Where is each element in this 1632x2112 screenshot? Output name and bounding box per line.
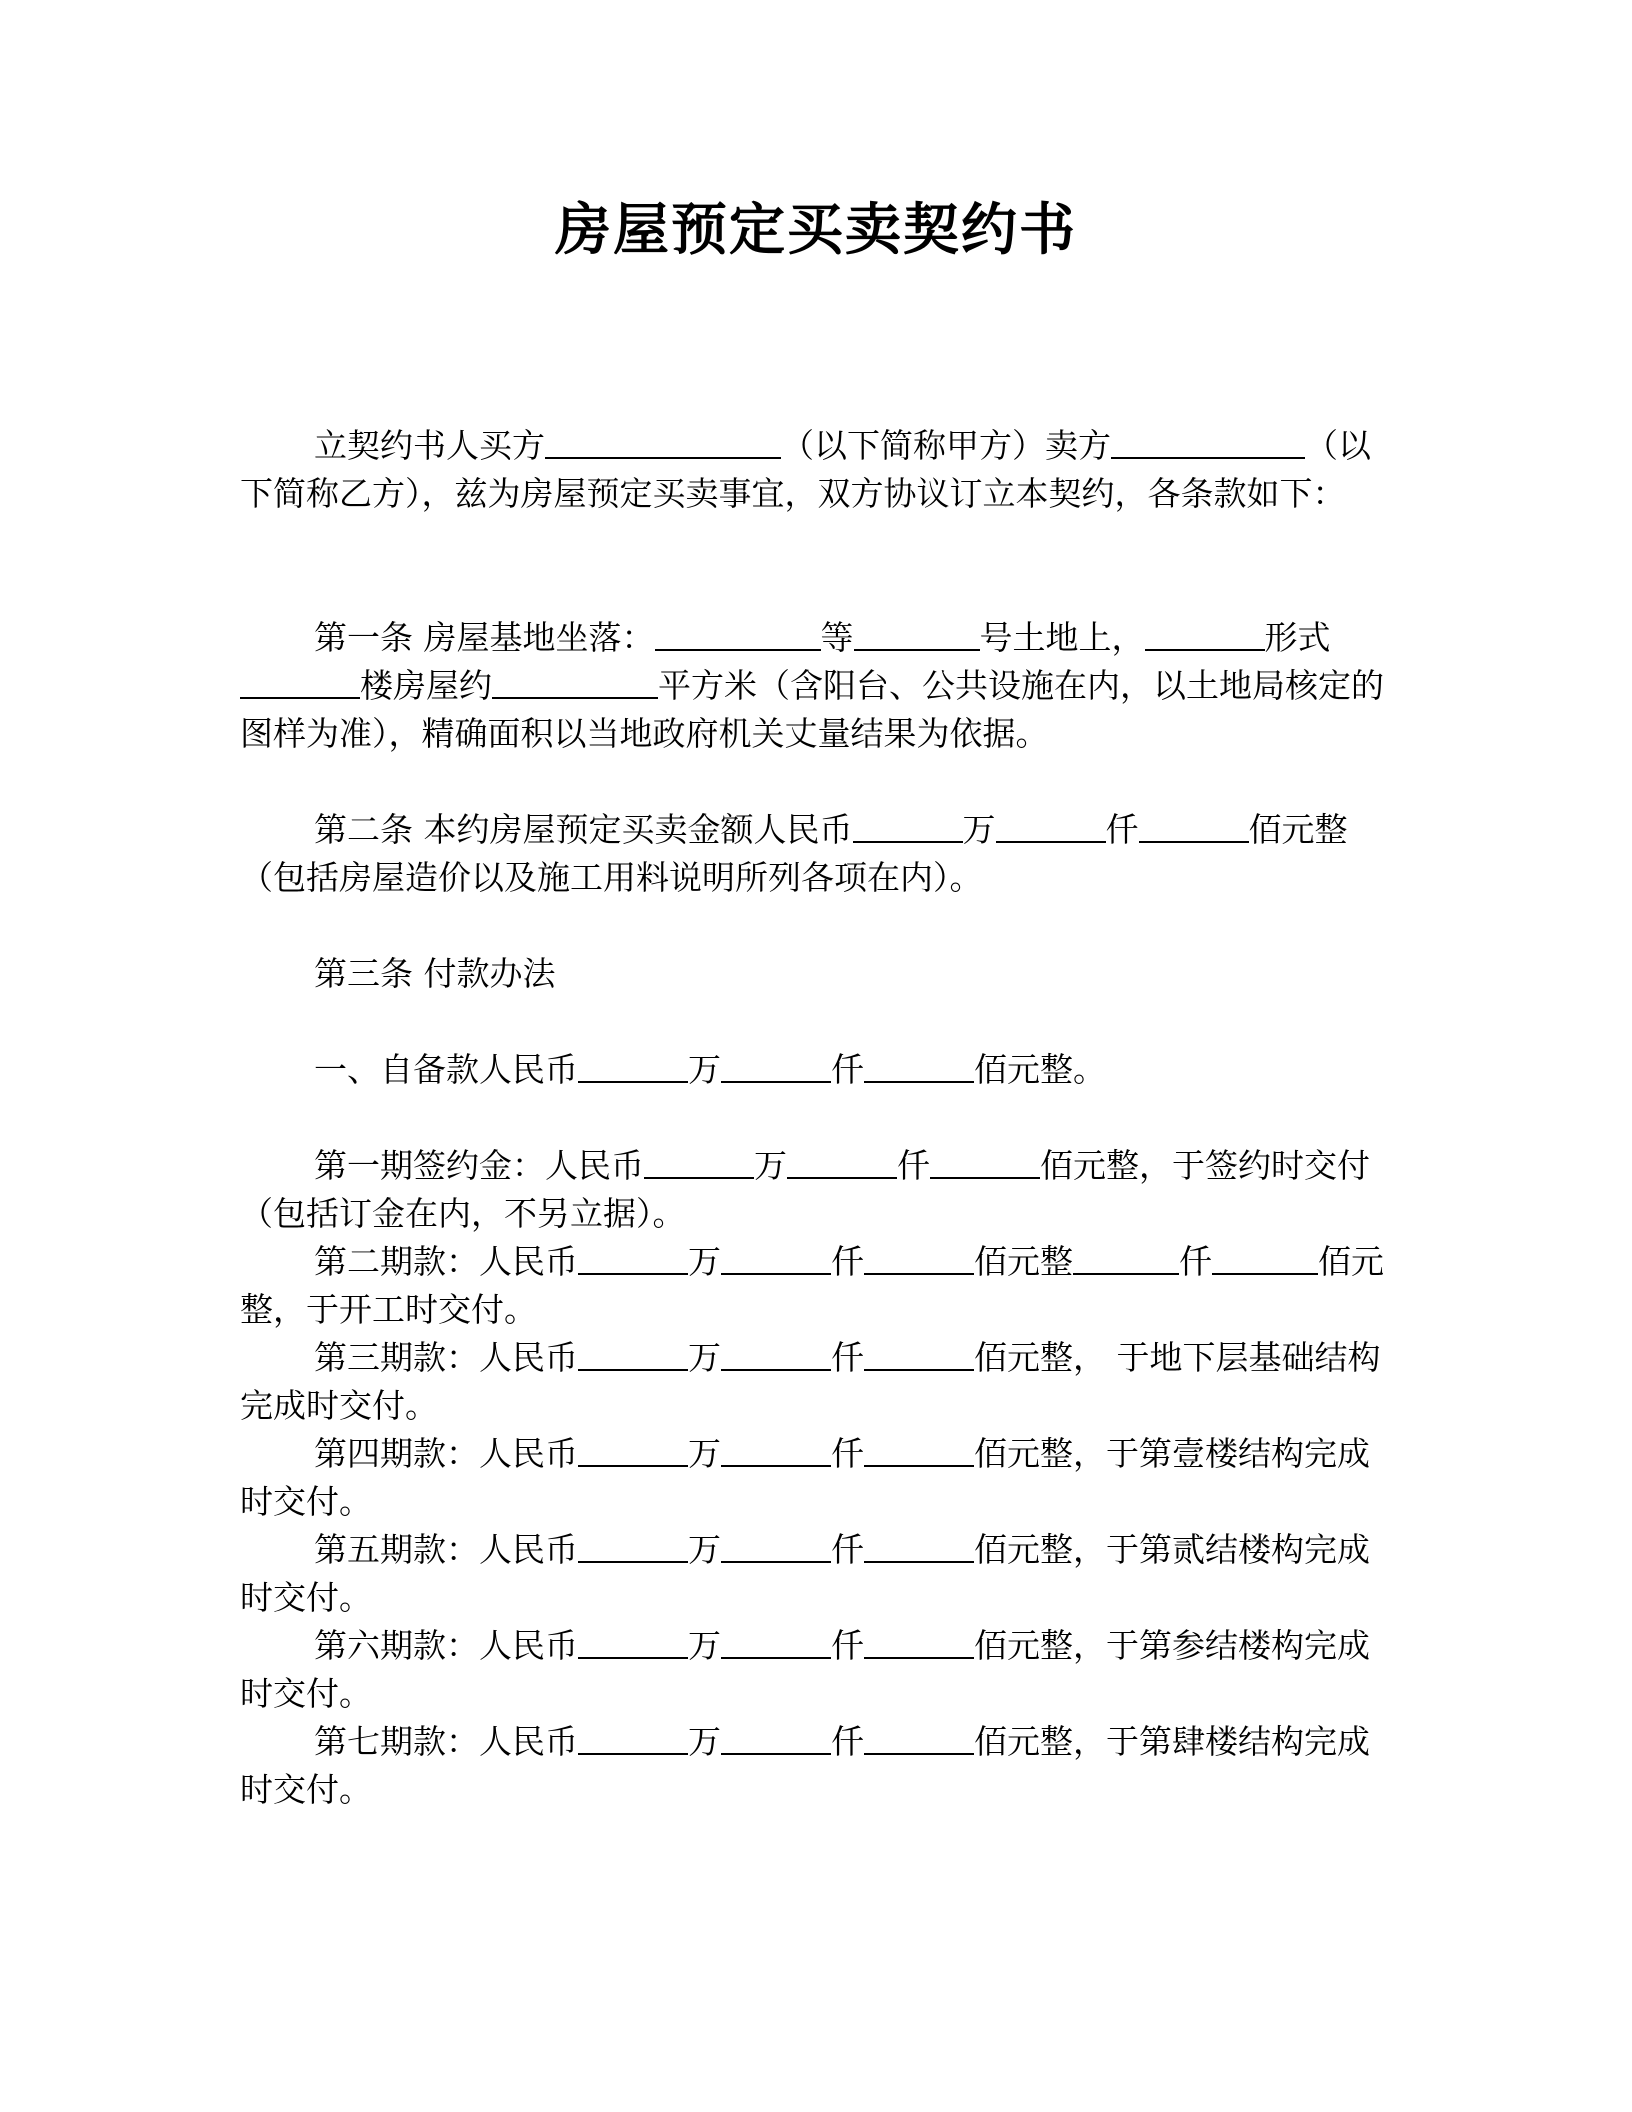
amount-bai-blank	[1139, 808, 1249, 843]
article-1-paragraph: 第一条 房屋基地坐落： 等 号土地上， 形式楼房屋约 平方米（含阳台、公共设施在内，以土地局核定的图样为准），精确面积以当地政府机关丈量结果为依据。	[240, 618, 1384, 753]
lot-number-blank	[854, 616, 980, 651]
p1-bai-blank	[930, 1144, 1040, 1179]
installment-3-paragraph: 第三期款：人民币 万 仟 佰元整， 于地下层基础结构完成时交付。	[240, 1338, 1381, 1425]
amount-wan-blank	[853, 808, 963, 843]
p3-wan-blank	[578, 1336, 688, 1371]
area-blank	[492, 664, 658, 699]
installment-7-paragraph: 第七期款：人民币 万 仟 佰元整，于第肆楼结构完成时交付。	[240, 1722, 1370, 1809]
self-bai-blank	[864, 1048, 974, 1083]
installment-1-paragraph: 第一期签约金：人民币 万 仟 佰元整，于签约时交付（包括订金在内，不另立据）。	[240, 1146, 1370, 1233]
p6-bai-blank	[864, 1624, 974, 1659]
p2-extra-qian-blank	[1073, 1240, 1179, 1275]
article-2-paragraph: 第二条 本约房屋预定买卖金额人民币 万 仟 佰元整（包括房屋造价以及施工用料说明所列各项在内）。	[240, 810, 1348, 897]
p2-extra-bai-blank	[1212, 1240, 1318, 1275]
p7-wan-blank	[578, 1720, 688, 1755]
p2-bai-blank	[864, 1240, 974, 1275]
preamble-paragraph: 立契约书人买方 （以下简称甲方）卖方 （以下简称乙方），兹为房屋预定买卖事宜，双方协议订立本契约，各条款如下：	[240, 426, 1371, 513]
p5-bai-blank	[864, 1528, 974, 1563]
p4-wan-blank	[578, 1432, 688, 1467]
p6-qian-blank	[721, 1624, 831, 1659]
p6-wan-blank	[578, 1624, 688, 1659]
document-title: 房屋预定买卖契约书	[555, 198, 1077, 263]
p3-bai-blank	[864, 1336, 974, 1371]
p1-qian-blank	[787, 1144, 897, 1179]
p4-qian-blank	[721, 1432, 831, 1467]
seller-name-blank	[1111, 424, 1305, 459]
self-wan-blank	[578, 1048, 688, 1083]
p5-qian-blank	[721, 1528, 831, 1563]
floor-blank	[240, 664, 360, 699]
installment-2-paragraph: 第二期款：人民币 万 仟 佰元整 仟 佰元整，于开工时交付。	[240, 1242, 1384, 1329]
p5-wan-blank	[578, 1528, 688, 1563]
p4-bai-blank	[864, 1432, 974, 1467]
amount-qian-blank	[996, 808, 1106, 843]
location-blank	[655, 616, 821, 651]
p1-wan-blank	[644, 1144, 754, 1179]
p2-qian-blank	[721, 1240, 831, 1275]
p2-wan-blank	[578, 1240, 688, 1275]
installment-6-paragraph: 第六期款：人民币 万 仟 佰元整，于第参结楼构完成时交付。	[240, 1626, 1370, 1713]
self-funded-paragraph: 一、自备款人民币 万 仟 佰元整。	[314, 1050, 1106, 1089]
p7-qian-blank	[721, 1720, 831, 1755]
installment-5-paragraph: 第五期款：人民币 万 仟 佰元整，于第贰结楼构完成时交付。	[240, 1530, 1370, 1617]
buyer-name-blank	[545, 424, 781, 459]
p3-qian-blank	[721, 1336, 831, 1371]
p7-bai-blank	[864, 1720, 974, 1755]
building-type-blank	[1145, 616, 1265, 651]
self-qian-blank	[721, 1048, 831, 1083]
installment-4-paragraph: 第四期款：人民币 万 仟 佰元整，于第壹楼结构完成时交付。	[240, 1434, 1370, 1521]
article-3-heading: 第三条 付款办法	[314, 954, 556, 993]
